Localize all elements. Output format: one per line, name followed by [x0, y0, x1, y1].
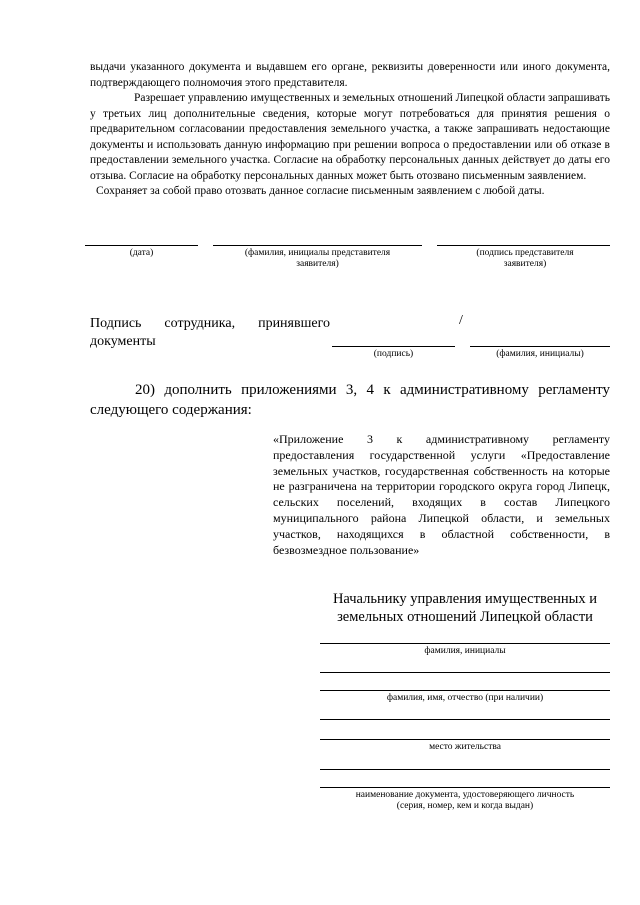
residence-line-1 [320, 719, 610, 720]
date-line [85, 245, 198, 246]
id-doc-line-1 [320, 769, 610, 770]
signature-separator: / [459, 313, 463, 328]
date-caption: (дата) [129, 248, 154, 258]
staff-signature-label-2: документы [90, 334, 156, 349]
residence-caption: место жительства [429, 742, 501, 752]
representative-sign-line [437, 245, 610, 246]
staff-sign-line [332, 346, 455, 347]
residence-line-2 [320, 739, 610, 740]
id-doc-caption: наименование документа, удостоверяющего личность [355, 790, 575, 800]
representative-name-caption: (фамилия, инициалы представителя заявителя) [244, 248, 391, 269]
staff-name-line [470, 346, 610, 347]
consent-paragraph-3: Сохраняет за собой право отозвать данное согласие письменным заявлением с любой даты. [96, 185, 545, 197]
consent-paragraph-1: выдачи указанного документа и выдавшем его органе, реквизиты доверенности или иного документа, подтверждающего полномочия этого представителя. [90, 61, 610, 89]
initials-caption: фамилия, инициалы [424, 646, 506, 656]
representative-sign-caption: (подпись представителя заявителя) [476, 248, 574, 269]
id-doc-details-caption: (серия, номер, кем и когда выдан) [396, 801, 534, 811]
id-doc-line-2 [320, 787, 610, 788]
annex-header: «Приложение 3 к административному регламенту предоставления государственной услуги «Предоставление земельных участков, государственная собственность на которые не разграничена на территории городского округа город Липецк, сельских поселений, входящих в состав Липецкого муниципального района Липецкой области, и земельных участков, находящихся в областной собственности, в безвозмездное пользование» [273, 432, 610, 557]
consent-text-block [90, 60, 610, 200]
item-20-text: 20) дополнить приложениями 3, 4 к административному регламенту следующего содержания: [90, 382, 610, 418]
addressee-title: Начальнику управления имущественных и земельных отношений Липецкой области [332, 591, 598, 625]
representative-name-line [213, 245, 422, 246]
staff-signature-label: Подпись сотрудника, принявшего [90, 316, 330, 331]
initials-line [320, 643, 610, 644]
staff-sign-caption: (подпись) [373, 349, 414, 359]
fullname-line-1 [320, 672, 610, 673]
consent-paragraph-2: Разрешает управлению имущественных и земельных отношений Липецкой области запрашивать у третьих лиц дополнительные сведения, которые могут потребоваться для принятия решения о предварительном согласовании предоставления земельного участка, а также запрашивать недостающие документы и использовать данную информацию при решении вопроса о предоставлении или об отказе в предоставлении земельного участка. Согласие на обработку персональных данных действует до даты его отзыва. Согласие на обработку персональных данных может быть отозвано письменным заявлением. [90, 92, 610, 182]
item-20-block [90, 380, 610, 420]
fullname-caption: фамилия, имя, отчество (при наличии) [386, 693, 544, 703]
fullname-line-2 [320, 690, 610, 691]
staff-name-caption: (фамилия, инициалы) [496, 349, 584, 359]
